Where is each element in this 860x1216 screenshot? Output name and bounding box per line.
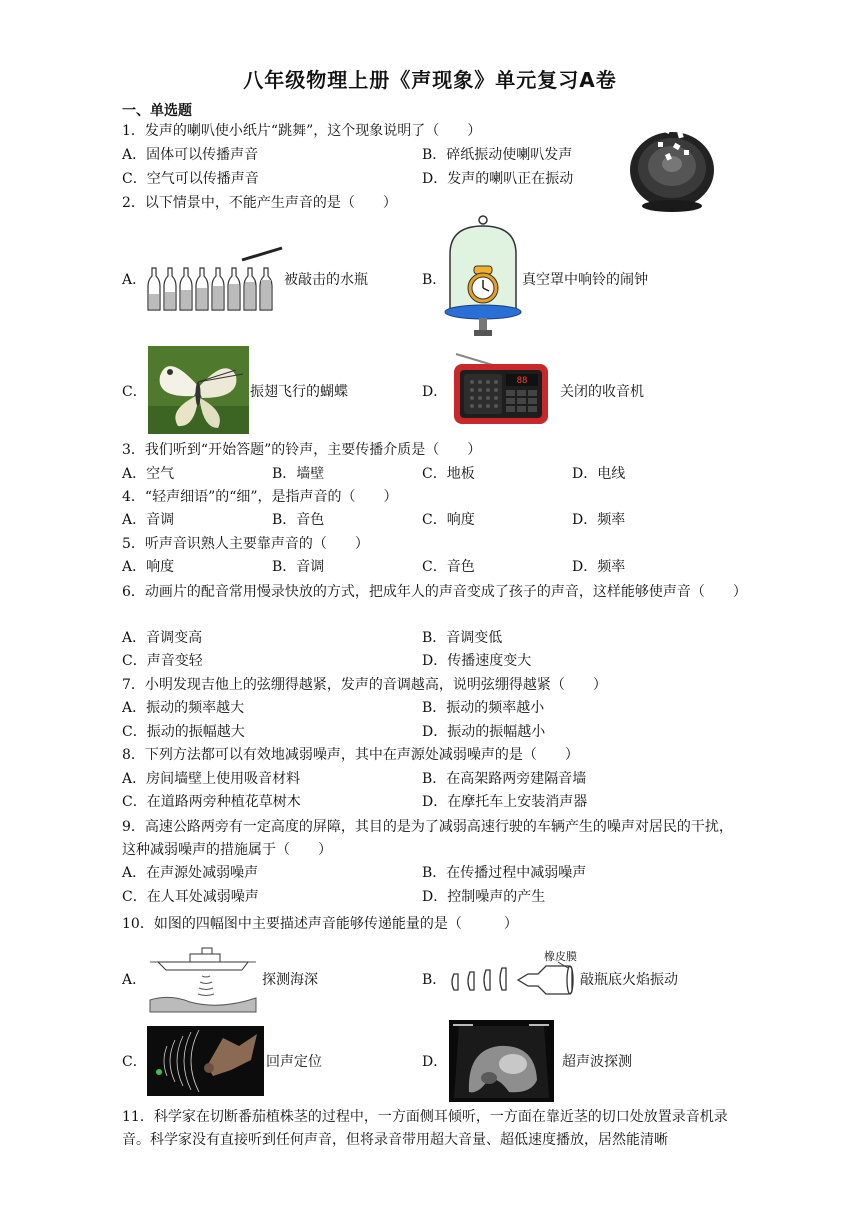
speaker-image — [628, 120, 716, 214]
q9-option-c[interactable]: C．在人耳处减弱噪声 — [122, 889, 259, 905]
q2-option-b-text: 真空罩中响铃的闹钟 — [522, 272, 648, 288]
question-9-stem: 9．高速公路两旁有一定高度的屏障，其目的是为了减弱高速行驶的车辆产生的噪声对居民的干扰，这种减弱噪声的措施属于（ ） — [122, 819, 733, 858]
q7-option-c[interactable]: C．振动的振幅越大 — [122, 724, 245, 740]
question-4-stem: 4．“轻声细语”的“细”，是指声音的（ ） — [122, 489, 398, 505]
radio-image — [452, 352, 550, 426]
question-2-stem: 2．以下情景中，不能产生声音的是（ ） — [122, 195, 397, 211]
q3-option-d[interactable]: D．电线 — [572, 466, 626, 482]
q10-option-a-text: 探测海深 — [262, 972, 318, 988]
q2-option-d-text: 关闭的收音机 — [560, 384, 644, 400]
q2-option-c-text: 振翅飞行的蝴蝶 — [250, 384, 348, 400]
q8-option-a[interactable]: A．房间墙壁上使用吸音材料 — [122, 771, 301, 787]
q10-option-a-letter[interactable]: A． — [122, 972, 147, 988]
q10-option-b-letter[interactable]: B． — [422, 972, 447, 988]
question-3-stem: 3．我们听到“开始答题”的铃声，主要传播介质是（ ） — [122, 442, 482, 458]
q10-option-c-text: 回声定位 — [266, 1054, 322, 1070]
q7-option-b[interactable]: B．振动的频率越小 — [422, 700, 545, 716]
q6-option-c[interactable]: C．声音变轻 — [122, 653, 203, 669]
q6-option-d[interactable]: D．传播速度变大 — [422, 653, 532, 669]
q10-option-c-letter[interactable]: C． — [122, 1054, 147, 1070]
q7-option-d[interactable]: D．振动的振幅越小 — [422, 724, 546, 740]
question-8-stem: 8．下列方法都可以有效地减弱噪声，其中在声源处减弱噪声的是（ ） — [122, 747, 579, 763]
sonar-ship-image — [150, 944, 256, 1014]
q10-option-d-text: 超声波探测 — [562, 1054, 632, 1070]
q10-rubber-membrane-label: 橡皮膜 — [544, 950, 577, 963]
q10-option-b-text: 敲瓶底火焰振动 — [580, 972, 678, 988]
q3-option-b[interactable]: B．墙壁 — [272, 466, 325, 482]
q4-option-d[interactable]: D．频率 — [572, 512, 626, 528]
q2-option-a-text: 被敲击的水瓶 — [284, 272, 368, 288]
q4-option-c[interactable]: C．响度 — [422, 512, 475, 528]
page-title: 八年级物理上册《声现象》单元复习A卷 — [243, 68, 617, 92]
q4-option-a[interactable]: A．音调 — [122, 512, 175, 528]
question-1-stem: 1．发声的喇叭使小纸片“跳舞”，这个现象说明了（ ） — [122, 123, 482, 139]
q1-option-d[interactable]: D．发声的喇叭正在振动 — [422, 171, 574, 187]
q4-option-b[interactable]: B．音色 — [272, 512, 325, 528]
q9-option-d[interactable]: D．控制噪声的产生 — [422, 889, 546, 905]
q8-option-c[interactable]: C．在道路两旁种植花草树木 — [122, 794, 301, 810]
q8-option-d[interactable]: D．在摩托车上安装消声器 — [422, 794, 588, 810]
bell-jar-clock-image — [444, 214, 522, 344]
question-5-stem: 5．听声音识熟人主要靠声音的（ ） — [122, 536, 369, 552]
question-10-stem: 10．如图的四幅图中主要描述声音能够传递能量的是（ ） — [122, 916, 518, 932]
q2-option-d-letter[interactable]: D． — [422, 384, 448, 400]
q5-option-b[interactable]: B．音调 — [272, 559, 325, 575]
q2-option-b-letter[interactable]: B． — [422, 272, 447, 288]
q2-option-c-letter[interactable]: C． — [122, 384, 147, 400]
butterfly-image — [148, 346, 249, 434]
ultrasound-image — [449, 1020, 554, 1102]
q3-option-a[interactable]: A．空气 — [122, 466, 175, 482]
q6-option-b[interactable]: B．音调变低 — [422, 630, 503, 646]
q9-option-b[interactable]: B．在传播过程中减弱噪声 — [422, 865, 587, 881]
q6-option-a[interactable]: A．音调变高 — [122, 630, 203, 646]
water-bottles-image — [146, 246, 286, 314]
q5-option-c[interactable]: C．音色 — [422, 559, 475, 575]
q2-option-a-letter[interactable]: A． — [122, 272, 147, 288]
q3-option-c[interactable]: C．地板 — [422, 466, 475, 482]
q10-option-d-letter[interactable]: D． — [422, 1054, 448, 1070]
q5-option-a[interactable]: A．响度 — [122, 559, 175, 575]
q9-option-a[interactable]: A．在声源处减弱噪声 — [122, 865, 259, 881]
q1-option-c[interactable]: C．空气可以传播声音 — [122, 171, 259, 187]
q8-option-b[interactable]: B．在高架路两旁建隔音墙 — [422, 771, 587, 787]
bat-echolocation-image — [147, 1026, 264, 1096]
question-6-stem: 6．动画片的配音常用慢录快放的方式，把成年人的声音变成了孩子的声音，这样能够使声音（ ） — [122, 584, 747, 600]
q1-option-b[interactable]: B．碎纸振动使喇叭发声 — [422, 147, 573, 163]
question-11-stem: 11．科学家在切断番茄植株茎的过程中，一方面侧耳倾听，一方面在靠近茎的切口处放置录音机录音。科学家没有直接听到任何声音，但将录音带用超大音量、超低速度播放，居然能清晰 — [122, 1109, 728, 1148]
q7-option-a[interactable]: A．振动的频率越大 — [122, 700, 245, 716]
radio-display: 88 — [516, 376, 528, 386]
q5-option-d[interactable]: D．频率 — [572, 559, 626, 575]
q1-option-a[interactable]: A．固体可以传播声音 — [122, 147, 259, 163]
question-7-stem: 7．小明发现吉他上的弦绷得越紧，发声的音调越高，说明弦绷得越紧（ ） — [122, 677, 607, 693]
section-heading: 一、单选题 — [122, 103, 192, 119]
